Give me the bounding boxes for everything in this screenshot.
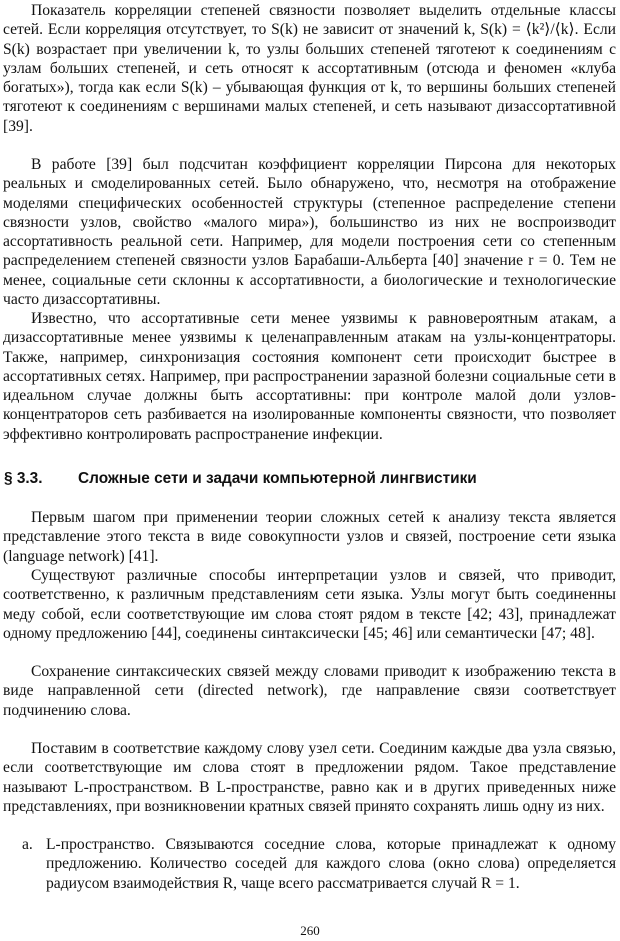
paragraph-syntactic-links: Сохранение синтаксических связей между словами приводит к изображению текста в виде направленной сети (directed network), где направление связи соответствует подчинению слова. xyxy=(3,663,616,719)
paragraph-assortativity-definition: Показатель корреляции степеней связности позволяет выделить отдельные классы сетей. Если корреляция отсутствует, то S(k) не зависит от значений k, S(k) = ⟨k²⟩/⟨k⟩. Если S(k) возрастает при увеличении k, то узлы больших степеней тяготеют к соединениям с узлам больших степеней, и сеть относят к ассортативным (отсюда и феномен «клуба богатых»), тогда как если S(k) – убывающая функция от k, то вершины больших степеней тяготеют к соединениям с вершинами малых степеней, и сеть называют дизассортативной [39]. xyxy=(3,2,616,135)
section-title: Сложные сети и задачи компьютерной лингвистики xyxy=(78,470,477,487)
list-marker: a. xyxy=(22,836,33,853)
paragraph-l-space: Поставим в соответствие каждому слову узел сети. Соединим каждые два узла связью, если соответствующие им слова стоят в предложении рядом. Такое представление называют L-пространством. В L-пространстве, равно как и в других приведенных ниже представлениях, при возникновении кратных связей принято сохранять лишь одну из них. xyxy=(3,740,616,815)
list-item xyxy=(22,835,616,893)
paragraph-language-network: Первым шагом при применении теории сложных сетей к анализу текста является представление этого текста в виде совокупности узлов и связей, построение сети языка (language network) [41]. xyxy=(3,509,616,565)
paragraph-interpretation-methods: Существуют различные способы интерпретации узлов и связей, что приводит, соответственно, к различным представлениям сети языка. Узлы могут быть соединенны меду собой, если соответствующие им слова стоят рядом в тексте [42; 43], принадлежат одному предложению [44], соединены синтаксически [45; 46] или семантически [47; 48]. xyxy=(3,567,616,642)
section-heading xyxy=(4,469,614,489)
list-item-text: L-пространство. Связываются соседние слова, которые принадлежат к одному предложению. Количество соседей для каждого слова (окно слова) определяется радиусом взаимодействия R, чаще всего рассматривается случай R = 1. xyxy=(46,836,616,892)
section-number: § 3.3. xyxy=(4,470,43,487)
paragraph-pearson-correlation: В работе [39] был подсчитан коэффициент корреляции Пирсона для некоторых реальных и смоделированных сетей. Было обнаружено, что, несмотря на отображение моделями специфических особенностей структуры (степенное распределение степени связности узлов, свойство «малого мира»), большинство из них не воспроизводит ассортативность реальной сети. Например, для модели построения сети со степенным распределением степеней связности узлов Барабаши-Альберта [40] значение r = 0. Тем не менее, социальные сети склонны к ассортативности, а биологические и технологические часто дизассортативны. xyxy=(3,156,616,309)
page-number: 260 xyxy=(300,923,320,938)
paragraph-network-vulnerability: Известно, что ассортативные сети менее уязвимы к равновероятным атакам, а дизассортативные менее уязвимы к целенаправленным атакам на узлы-концентраторы. Также, например, синхронизация состояния компонент сети происходит быстрее в ассортативных сетях. Например, при распространении заразной болезни социальные сети в идеальном случае должны быть ассортативны: при контроле малой доли узлов-концентраторов сеть разбивается на изолированные компоненты связности, что позволяет эффективно контролировать распространение инфекции. xyxy=(3,310,616,443)
